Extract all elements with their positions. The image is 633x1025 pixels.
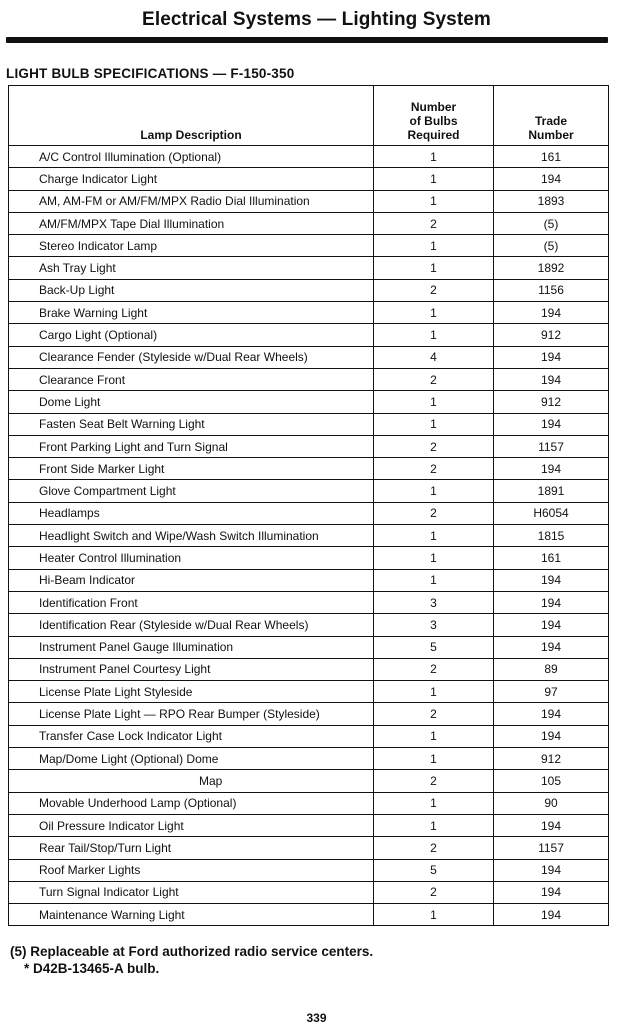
bulb-count-cell: 1 — [374, 681, 494, 703]
lamp-description-cell: Cargo Light (Optional) — [9, 324, 374, 346]
lamp-description-cell: Glove Compartment Light — [9, 480, 374, 502]
bulb-count-cell: 2 — [374, 279, 494, 301]
bulb-count-cell: 2 — [374, 435, 494, 457]
header-trade-number — [494, 86, 609, 146]
table-row — [9, 525, 609, 547]
bulb-count-cell: 1 — [374, 748, 494, 770]
trade-number-cell: 194 — [494, 458, 609, 480]
table-row — [9, 324, 609, 346]
lamp-description-cell: Rear Tail/Stop/Turn Light — [9, 837, 374, 859]
trade-number-cell: 194 — [494, 881, 609, 903]
bulb-count-cell: 1 — [374, 547, 494, 569]
bulb-count-cell: 5 — [374, 636, 494, 658]
table-row — [9, 591, 609, 613]
bulb-count-cell: 1 — [374, 391, 494, 413]
lamp-description-cell: Movable Underhood Lamp (Optional) — [9, 792, 374, 814]
trade-number-cell: 90 — [494, 792, 609, 814]
lamp-description-cell: Fasten Seat Belt Warning Light — [9, 413, 374, 435]
table-row — [9, 190, 609, 212]
lamp-description-cell: Stereo Indicator Lamp — [9, 235, 374, 257]
lamp-description-cell: Ash Tray Light — [9, 257, 374, 279]
table-row — [9, 413, 609, 435]
bulb-count-cell: 2 — [374, 212, 494, 234]
table-header-row — [9, 86, 609, 146]
trade-number-cell: 194 — [494, 591, 609, 613]
lamp-description-cell: Map — [9, 770, 374, 792]
lamp-description-cell: Front Side Marker Light — [9, 458, 374, 480]
lamp-description-cell: Oil Pressure Indicator Light — [9, 814, 374, 836]
trade-number-cell: 912 — [494, 324, 609, 346]
lamp-description-cell: Maintenance Warning Light — [9, 904, 374, 926]
bulb-count-cell: 1 — [374, 413, 494, 435]
lamp-description-cell: Dome Light — [9, 391, 374, 413]
section-title: LIGHT BULB SPECIFICATIONS — F-150-350 — [6, 66, 295, 81]
trade-number-cell: 194 — [494, 346, 609, 368]
trade-number-cell: 194 — [494, 413, 609, 435]
header-number-of-bulbs — [374, 86, 494, 146]
bulb-count-cell: 5 — [374, 859, 494, 881]
bulb-count-cell: 1 — [374, 257, 494, 279]
bulb-count-cell: 2 — [374, 881, 494, 903]
footnote-bulb-part: * D42B-13465-A bulb. — [24, 961, 160, 976]
lamp-description-cell: License Plate Light Styleside — [9, 681, 374, 703]
page-header-title: Electrical Systems — Lighting System — [142, 9, 491, 30]
bulb-count-cell: 1 — [374, 146, 494, 168]
table-row — [9, 257, 609, 279]
table-row — [9, 814, 609, 836]
bulb-count-cell: 2 — [374, 703, 494, 725]
lamp-description-cell: Back-Up Light — [9, 279, 374, 301]
table-row — [9, 235, 609, 257]
table-row — [9, 346, 609, 368]
lamp-description-cell: Heater Control Illumination — [9, 547, 374, 569]
table-row — [9, 770, 609, 792]
trade-number-cell: 194 — [494, 302, 609, 324]
table-row — [9, 904, 609, 926]
trade-number-cell: (5) — [494, 212, 609, 234]
bulb-count-cell: 1 — [374, 814, 494, 836]
trade-number-cell: 194 — [494, 703, 609, 725]
bulb-count-cell: 3 — [374, 591, 494, 613]
table-row — [9, 368, 609, 390]
table-row — [9, 458, 609, 480]
lamp-description-cell: License Plate Light — RPO Rear Bumper (Styleside) — [9, 703, 374, 725]
bulb-count-cell: 1 — [374, 168, 494, 190]
table-row — [9, 859, 609, 881]
lamp-description-cell: Instrument Panel Gauge Illumination — [9, 636, 374, 658]
trade-number-cell: 89 — [494, 658, 609, 680]
bulb-count-cell: 1 — [374, 235, 494, 257]
lamp-description-cell: Instrument Panel Courtesy Light — [9, 658, 374, 680]
header-bulbs-line: Number — [410, 100, 457, 114]
lamp-description-cell: Clearance Fender (Styleside w/Dual Rear Wheels) — [9, 346, 374, 368]
table-row — [9, 837, 609, 859]
trade-number-cell: 1157 — [494, 435, 609, 457]
bulb-count-cell: 1 — [374, 904, 494, 926]
table-row — [9, 146, 609, 168]
table-row — [9, 725, 609, 747]
table-row — [9, 748, 609, 770]
table-row — [9, 212, 609, 234]
table-row — [9, 681, 609, 703]
bulb-count-cell: 1 — [374, 792, 494, 814]
trade-number-cell: 194 — [494, 636, 609, 658]
table-row — [9, 302, 609, 324]
bulb-count-cell: 1 — [374, 569, 494, 591]
table-row — [9, 614, 609, 636]
bulb-count-cell: 1 — [374, 525, 494, 547]
lamp-description-cell: Clearance Front — [9, 368, 374, 390]
trade-number-cell: 194 — [494, 614, 609, 636]
lamp-description-cell: Transfer Case Lock Indicator Light — [9, 725, 374, 747]
bulb-spec-table — [8, 85, 609, 926]
lamp-description-cell: Roof Marker Lights — [9, 859, 374, 881]
header-lamp-description: Lamp Description — [9, 86, 374, 146]
table-row — [9, 881, 609, 903]
bulb-count-cell: 2 — [374, 837, 494, 859]
trade-number-cell: 912 — [494, 748, 609, 770]
table-row — [9, 435, 609, 457]
table-row — [9, 636, 609, 658]
lamp-description-cell: Hi-Beam Indicator — [9, 569, 374, 591]
lamp-description-cell: Charge Indicator Light — [9, 168, 374, 190]
table-row — [9, 703, 609, 725]
lamp-description-cell: Turn Signal Indicator Light — [9, 881, 374, 903]
trade-number-cell: 194 — [494, 904, 609, 926]
bulb-count-cell: 1 — [374, 480, 494, 502]
header-trade-line: Number — [528, 128, 574, 142]
trade-number-cell: 1815 — [494, 525, 609, 547]
trade-number-cell: 1157 — [494, 837, 609, 859]
table-row — [9, 502, 609, 524]
header-bulbs-line: of Bulbs — [409, 114, 458, 128]
trade-number-cell: 1892 — [494, 257, 609, 279]
table-body — [9, 146, 609, 926]
bulb-count-cell: 1 — [374, 324, 494, 346]
trade-number-cell: 105 — [494, 770, 609, 792]
trade-number-cell: 1156 — [494, 279, 609, 301]
lamp-description-cell: Map/Dome Light (Optional) Dome — [9, 748, 374, 770]
lamp-description-cell: A/C Control Illumination (Optional) — [9, 146, 374, 168]
lamp-description-cell: Identification Front — [9, 591, 374, 613]
bulb-count-cell: 3 — [374, 614, 494, 636]
bulb-count-cell: 2 — [374, 658, 494, 680]
trade-number-cell: 194 — [494, 814, 609, 836]
trade-number-cell: 194 — [494, 368, 609, 390]
trade-number-cell: 912 — [494, 391, 609, 413]
footnotes — [10, 943, 373, 977]
header-rule — [6, 37, 608, 43]
trade-number-cell: 1891 — [494, 480, 609, 502]
table-row — [9, 569, 609, 591]
trade-number-cell: 194 — [494, 569, 609, 591]
header-bulbs-line: Required — [407, 128, 460, 142]
trade-number-cell: 97 — [494, 681, 609, 703]
trade-number-cell: 194 — [494, 725, 609, 747]
lamp-description-cell: AM, AM-FM or AM/FM/MPX Radio Dial Illumination — [9, 190, 374, 212]
table-row — [9, 391, 609, 413]
trade-number-cell: H6054 — [494, 502, 609, 524]
lamp-description-cell: AM/FM/MPX Tape Dial Illumination — [9, 212, 374, 234]
table-row — [9, 168, 609, 190]
bulb-count-cell: 2 — [374, 458, 494, 480]
table-row — [9, 658, 609, 680]
bulb-count-cell: 1 — [374, 725, 494, 747]
trade-number-cell: (5) — [494, 235, 609, 257]
bulb-count-cell: 1 — [374, 302, 494, 324]
bulb-count-cell: 2 — [374, 368, 494, 390]
footnote-radio-service: (5) Replaceable at Ford authorized radio service centers. — [10, 944, 374, 959]
bulb-count-cell: 1 — [374, 190, 494, 212]
trade-number-cell: 1893 — [494, 190, 609, 212]
lamp-description-cell: Front Parking Light and Turn Signal — [9, 435, 374, 457]
trade-number-cell: 161 — [494, 146, 609, 168]
lamp-description-cell: Headlight Switch and Wipe/Wash Switch Illumination — [9, 525, 374, 547]
page-number: 339 — [306, 1011, 327, 1025]
table-row — [9, 547, 609, 569]
lamp-description-cell: Brake Warning Light — [9, 302, 374, 324]
bulb-count-cell: 2 — [374, 770, 494, 792]
trade-number-cell: 161 — [494, 547, 609, 569]
table-row — [9, 480, 609, 502]
bulb-count-cell: 2 — [374, 502, 494, 524]
header-trade-line: Trade — [534, 114, 567, 128]
trade-number-cell: 194 — [494, 859, 609, 881]
bulb-count-cell: 4 — [374, 346, 494, 368]
table-row — [9, 792, 609, 814]
trade-number-cell: 194 — [494, 168, 609, 190]
lamp-description-cell: Identification Rear (Styleside w/Dual Rear Wheels) — [9, 614, 374, 636]
table-row — [9, 279, 609, 301]
lamp-description-cell: Headlamps — [9, 502, 374, 524]
